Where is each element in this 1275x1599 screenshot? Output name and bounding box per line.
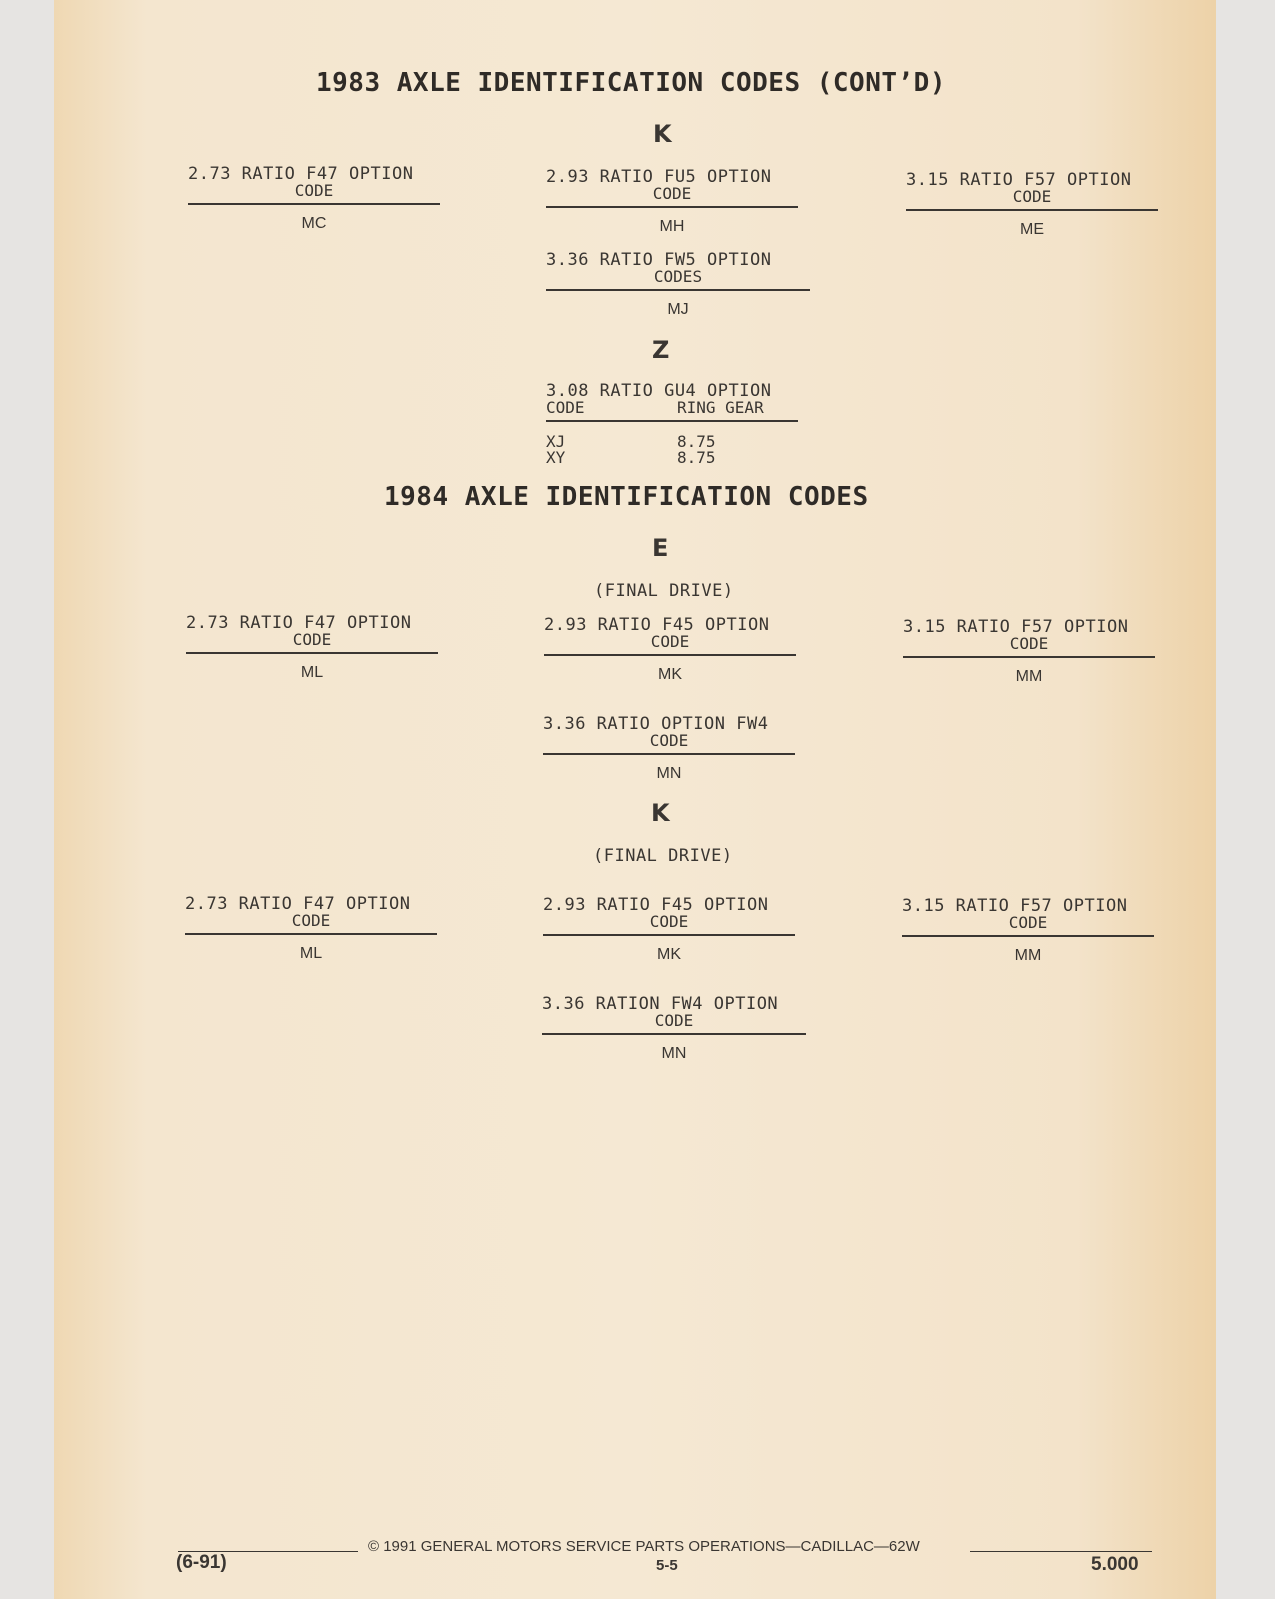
code-block-subheader: CODE <box>1012 187 1052 206</box>
option-code: MJ <box>667 301 689 318</box>
code-block-header: 2.73 RATIO F47 OPTION <box>186 613 412 633</box>
code-block-header: 3.36 RATION FW4 OPTION <box>542 994 779 1014</box>
code-block-subheader: CODE <box>654 1011 694 1030</box>
code-block-1984-k-315 <box>902 898 1154 965</box>
code-block-subheader: CODE <box>292 630 332 649</box>
code-block-1984-k-273 <box>185 896 437 963</box>
section-letter-e-1984: E <box>652 534 669 562</box>
code-block-header: 3.36 RATIO OPTION FW4 <box>543 714 769 734</box>
option-code: MH <box>659 218 685 235</box>
code-block-1984-e-273 <box>186 615 438 682</box>
code-block-header: 3.15 RATIO F57 OPTION <box>903 617 1129 637</box>
code-block-1984-k-293 <box>543 897 795 964</box>
code-block-subheader: CODE <box>291 911 331 930</box>
section-letter-z-1983: Z <box>652 336 670 364</box>
code-block-header: 3.36 RATIO FW5 OPTION <box>546 250 772 270</box>
title-1983: 1983 AXLE IDENTIFICATION CODES (CONT’D) <box>316 68 946 98</box>
footer-page-number: 5-5 <box>656 1557 678 1574</box>
code-table-header: 3.08 RATIO GU4 OPTION <box>546 381 772 401</box>
table-row <box>546 450 798 466</box>
code-block-1984-e-315 <box>903 619 1155 686</box>
divider <box>903 656 1155 658</box>
option-code: ML <box>299 945 323 962</box>
code-block-subheader: CODE <box>1009 634 1049 653</box>
code-block-subheader: CODE <box>1008 913 1048 932</box>
code-block-header: 3.15 RATIO F57 OPTION <box>906 170 1132 190</box>
row-ring-gear: 8.75 <box>677 448 716 467</box>
row-code: XJ <box>546 432 566 451</box>
divider <box>188 203 440 205</box>
divider <box>186 652 438 654</box>
code-block-header: 2.73 RATIO F47 OPTION <box>188 164 414 184</box>
code-block-subheader: CODES <box>653 267 703 286</box>
divider <box>546 420 798 422</box>
divider <box>546 206 798 208</box>
option-code: MM <box>1015 668 1043 685</box>
option-code: MM <box>1014 947 1042 964</box>
divider <box>906 209 1158 211</box>
column-code: CODE <box>546 398 585 417</box>
option-code: MC <box>301 215 327 232</box>
option-code: ML <box>300 664 324 681</box>
code-block-1984-e-293 <box>544 617 796 684</box>
section-subtitle: (FINAL DRIVE) <box>594 581 734 601</box>
divider <box>542 1033 806 1035</box>
code-block-1984-e-336 <box>543 716 795 783</box>
divider <box>185 933 437 935</box>
code-block-1983-k-273 <box>188 166 440 233</box>
footer-copyright: © 1991 GENERAL MOTORS SERVICE PARTS OPERATIONS—CADILLAC—62W <box>368 1538 920 1555</box>
option-code: ME <box>1020 221 1044 238</box>
code-block-subheader: CODE <box>650 632 690 651</box>
section-letter-k-1984: K <box>651 799 670 827</box>
footer-rule-right <box>970 1551 1152 1552</box>
document-page <box>54 0 1216 1599</box>
divider <box>544 654 796 656</box>
divider <box>543 753 795 755</box>
code-block-1983-k-336 <box>546 252 810 319</box>
option-code: MK <box>658 666 682 683</box>
divider <box>546 289 810 291</box>
option-code: MN <box>656 765 682 782</box>
code-block-subheader: CODE <box>649 912 689 931</box>
code-block-1983-k-315 <box>906 172 1158 239</box>
section-letter-k-1983: K <box>653 120 672 148</box>
code-block-header: 2.93 RATIO F45 OPTION <box>544 615 770 635</box>
code-block-header: 2.93 RATIO FU5 OPTION <box>546 167 772 187</box>
row-ring-gear: 8.75 <box>677 432 716 451</box>
row-code: XY <box>546 448 566 467</box>
title-1984: 1984 AXLE IDENTIFICATION CODES <box>384 482 869 512</box>
column-ring-gear: RING GEAR <box>677 398 764 417</box>
section-subtitle: (FINAL DRIVE) <box>593 846 733 866</box>
option-code: MK <box>657 946 681 963</box>
option-code: MN <box>661 1045 687 1062</box>
footer-date: (6-91) <box>176 1552 227 1573</box>
code-block-1984-k-336 <box>542 996 806 1063</box>
code-block-subheader: CODE <box>649 731 689 750</box>
footer-section-number: 5.000 <box>1091 1554 1139 1575</box>
code-block-header: 3.15 RATIO F57 OPTION <box>902 896 1128 916</box>
code-table-1983-z <box>546 383 798 466</box>
code-block-header: 2.73 RATIO F47 OPTION <box>185 894 411 914</box>
divider <box>543 934 795 936</box>
table-row <box>546 434 798 450</box>
code-block-1983-k-293 <box>546 169 798 236</box>
code-block-subheader: CODE <box>294 181 334 200</box>
divider <box>902 935 1154 937</box>
code-block-subheader: CODE <box>652 184 692 203</box>
code-block-header: 2.93 RATIO F45 OPTION <box>543 895 769 915</box>
